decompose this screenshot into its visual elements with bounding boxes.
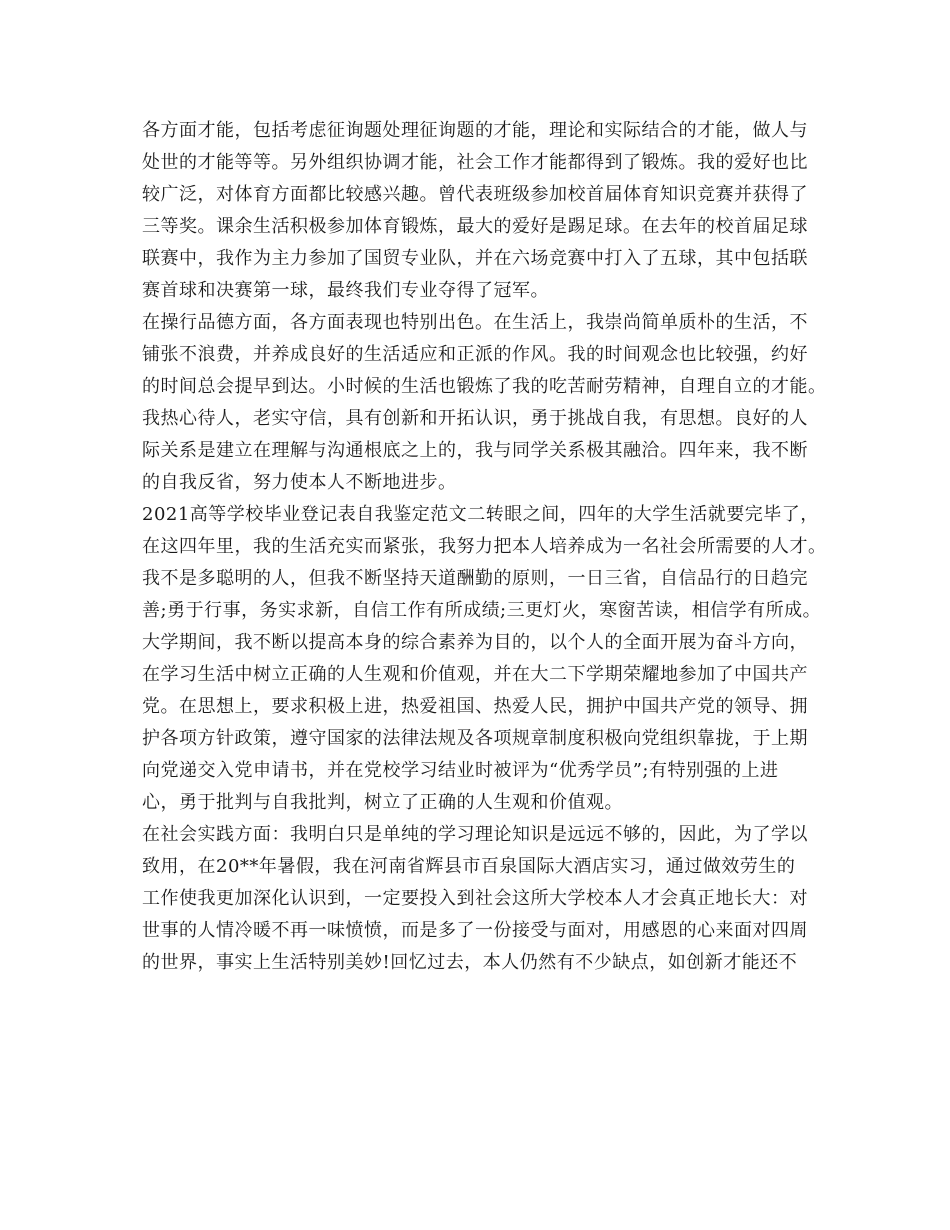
text-line: 的世界，事实上生活特别美妙!回忆过去，本人仍然有不少缺点，如创新才能还不 — [142, 952, 798, 973]
text-line: 联赛中，我作为主力参加了国贸专业队，并在六场竞赛中打入了五球，其中包括联 — [142, 248, 808, 269]
text-line: 各方面才能，包括考虑征询题处理征询题的才能，理论和实际结合的才能，做人与 — [142, 120, 808, 141]
document-body — [142, 115, 827, 979]
text-line: 在社会实践方面：我明白只是单纯的学习理论知识是远远不够的，因此，为了学以 — [142, 824, 808, 845]
text-line: 大学期间，我不断以提高本身的综合素养为目的，以个人的全面开展为奋斗方向， — [142, 632, 808, 653]
text-line: 在操行品德方面，各方面表现也特别出色。在生活上，我崇尚简单质朴的生活，不 — [142, 312, 808, 333]
text-line: 工作使我更加深化认识到，一定要投入到社会这所大学校本人才会真正地长大：对 — [142, 888, 808, 909]
text-line: 世事的人情冷暖不再一味愤愤，而是多了一份接受与面对，用感恩的心来面对四周 — [142, 920, 808, 941]
text-line: 处世的才能等等。另外组织协调才能，社会工作才能都得到了锻炼。我的爱好也比 — [142, 152, 808, 173]
text-line: 致用，在20**年暑假，我在河南省辉县市百泉国际大酒店实习，通过做效劳生的 — [142, 856, 796, 877]
text-line: 的自我反省，努力使本人不断地进步。 — [142, 472, 457, 493]
text-line: 我热心待人，老实守信，具有创新和开拓认识，勇于挑战自我，有思想。良好的人 — [142, 408, 808, 429]
text-line: 的时间总会提早到达。小时候的生活也锻炼了我的吃苦耐劳精神，自理自立的才能。 — [142, 376, 827, 397]
text-line: 在这四年里，我的生活充实而紧张，我努力把本人培养成为一名社会所需要的人才。 — [142, 536, 827, 557]
text-line: 向党递交入党申请书，并在党校学习结业时被评为“优秀学员”;有特别强的上进 — [142, 760, 779, 781]
text-line: 心，勇于批判与自我批判，树立了正确的人生观和价值观。 — [142, 792, 623, 813]
text-line: 2021高等学校毕业登记表自我鉴定范文二转眼之间，四年的大学生活就要完毕了， — [142, 504, 819, 525]
text-line: 较广泛，对体育方面都比较感兴趣。曾代表班级参加校首届体育知识竞赛并获得了 — [142, 184, 808, 205]
text-line: 我不是多聪明的人，但我不断坚持天道酬勤的原则，一日三省，自信品行的日趋完 — [142, 568, 808, 589]
text-line: 铺张不浪费，并养成良好的生活适应和正派的作风。我的时间观念也比较强，约好 — [142, 344, 808, 365]
text-line: 党。在思想上，要求积极上进，热爱祖国、热爱人民，拥护中国共产党的领导、拥 — [142, 696, 808, 717]
text-line: 赛首球和决赛第一球，最终我们专业夺得了冠军。 — [142, 280, 549, 301]
text-line: 在学习生活中树立正确的人生观和价值观，并在大二下学期荣耀地参加了中国共产 — [142, 664, 808, 685]
text-line: 际关系是建立在理解与沟通根底之上的，我与同学关系极其融洽。四年来，我不断 — [142, 440, 808, 461]
text-line: 善;勇于行事，务实求新，自信工作有所成绩;三更灯火，寒窗苦读，相信学有所成。 — [142, 600, 822, 621]
text-line: 护各项方针政策，遵守国家的法律法规及各项规章制度积极向党组织靠拢，于上期 — [142, 728, 808, 749]
text-line: 三等奖。课余生活积极参加体育锻炼，最大的爱好是踢足球。在去年的校首届足球 — [142, 216, 808, 237]
